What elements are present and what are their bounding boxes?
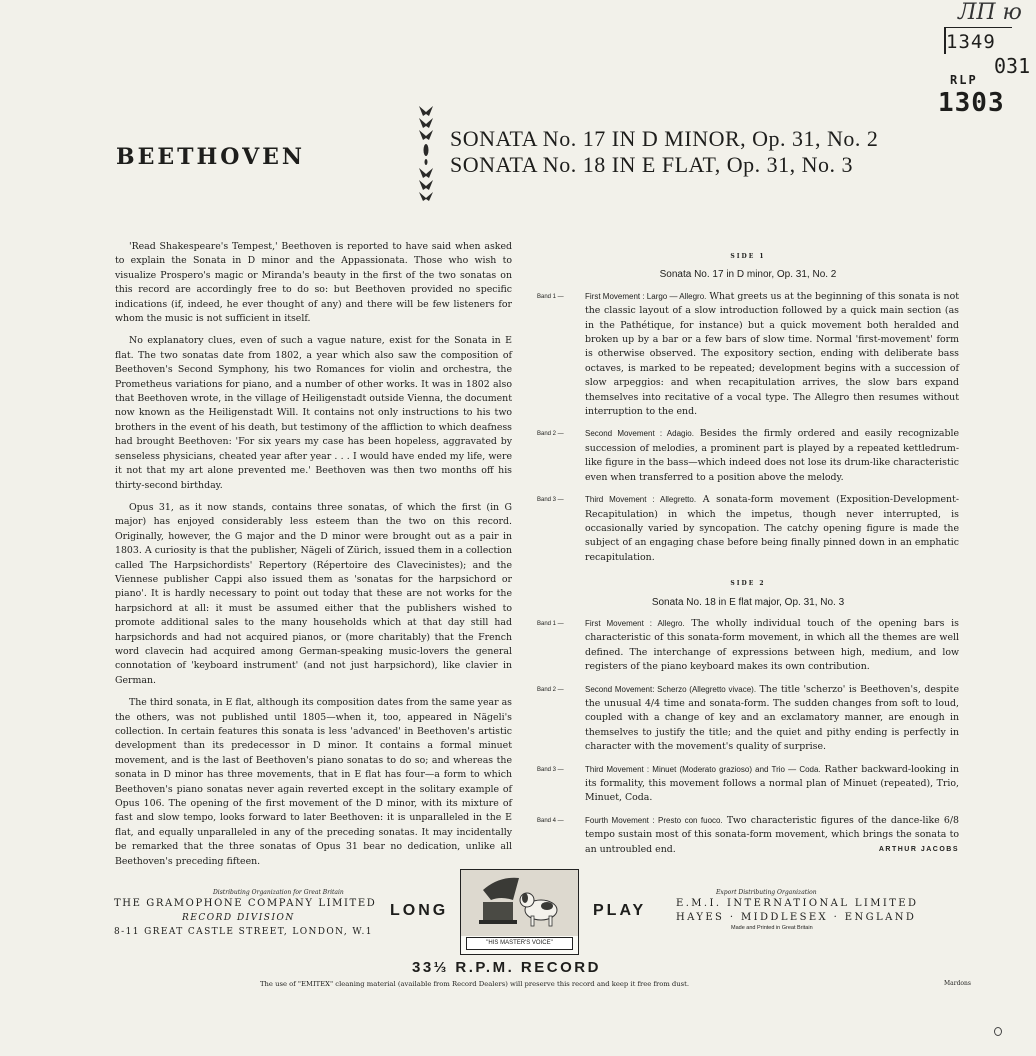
notes-paragraph: No explanatory clues, even of such a vague nature, exist for the Sonata in E flat. The two sonatas date from 1802, a year which also saw the composition of Beethoven's Second Symphony, his two Romances for violin and orchestra, the Prometheus variations for piano, and a number of other works. It was in 1802 also that Beethoven wrote, in the village of Heiligenstadt outside Vienna, the document now known as the Heiligenstadt Will. It contains not only instructions to his two brothers in the event of his death, but testimony of the affliction to which deafness had brought Beethoven: 'For six years my case has been hopeless, aggravated by senseless physicians, cheated year after year . . . I would have ended my life, were it not that my art alone prevented me.' Beethoven was then two months off his thirty-second birthday. <box>115 335 512 491</box>
movement-text: What greets us at the beginning of this sonata is not the classic layout of a slow introduction followed by a quick main section (as in the Pathétique, for instance) but a quick movement both heralded and broken up by a bar or a few bars of slow time. Normal 'first-movement' form is otherwise observed. The expository section, ending with deliberate bass octaves, is marked to be repeated; development begins with a succession of slow arpeggios: and when recapitulation arrives, the slow bars expand themselves into recitative of a vocal type. The Allegro then resumes without interruption to the end. <box>585 290 960 418</box>
catalog-number: 1303 <box>938 88 1005 118</box>
band-entry <box>537 290 959 420</box>
band-number: Band 1 — <box>537 293 564 300</box>
notes-paragraph: 'Read Shakespeare's Tempest,' Beethoven is reported to have said when asked to explain the Sonata in D minor and the Appassionata. Those who wish to visualize Prospero's magic or Miranda's beauty in the first of the two sonatas on this record are accordingly free to do so: but Beethoven provided no specific indications (if, indeed, he ever thought of any) and there will be few listeners for whom the music is not sufficient in itself. <box>115 241 512 325</box>
movement-title: Second Movement: Scherzo (Allegretto vivace). <box>585 684 757 694</box>
emi-address: HAYES · MIDDLESEX · ENGLAND <box>676 912 917 923</box>
handwritten-mark: ЛП ю <box>958 0 1022 25</box>
composer-name: BEETHOVEN <box>116 144 306 170</box>
liner-notes-left <box>115 240 512 877</box>
movement-text: Two characteristic figures of the dance-like 6/8 tempo sustain most of this sonata-form movement, which brings the sonata to an untroubled end. <box>585 814 959 855</box>
movement-title: First Movement : Largo — Allegro. <box>585 291 707 301</box>
logo-tagline: "HIS MASTER'S VOICE" <box>466 937 573 950</box>
side-label: SIDE 1 <box>730 253 766 260</box>
catalog-prefix: RLP <box>950 73 978 87</box>
printed-in-label: Made and Printed in Great Britain <box>731 925 813 931</box>
band-number: Band 4 — <box>537 817 564 824</box>
band-description <box>585 763 959 806</box>
title-sonata-18: SONATA No. 18 IN E FLAT, Op. 31, No. 3 <box>450 152 854 177</box>
catalog-stamp-1349 <box>946 31 996 53</box>
band-description <box>585 290 959 420</box>
side-label: SIDE 2 <box>730 580 766 588</box>
band-description <box>585 493 959 565</box>
band-description <box>585 427 959 485</box>
catalog-stamp-text: 1349 <box>946 31 996 53</box>
movement-text: Rather backward-looking in its formality, this movement follows a normal plan of Minuet (repeated), Trio, Minuet, Coda. <box>585 763 959 804</box>
printer-credit: Mardons <box>944 980 971 987</box>
notes-paragraph: Opus 31, as it now stands, contains three sonatas, of which the first (in G major) has enjoyed considerably less esteem than the two on this record. Originally, however, the G major and the D minor were brought out as a pair in 1803. A curiosity is that the publisher, Nägeli of Zürich, issued them in a collection called The Harpsichordists' Repertory (Répertoire des Clavecinistes); and the Viennese publisher Cappi also issued them as 'sonatas for the harpsichord or piano'. It is hardly necessary to point out today that these are not works for the harpsichord at all: it must be assumed either that the publishers wished to promote additional sales to the many households which at that day still had harpsichords and had not acquired pianos, or (more charitably) that the French word clavecin had acquired among German-speaking music-lovers the general connotation of 'keyboard instrument' (and not just harpsichord), like clavier in German. <box>115 501 512 686</box>
movement-text: A sonata-form movement (Exposition-Development-Recapitulation) in which the impetus, though never interrupted, is occasionally varied by syncopation. The catchy opening figure is made the subject of an engaging chase before being finally pinned down in an emphatic recapitulation. <box>585 494 960 563</box>
company-name: THE GRAMOPHONE COMPANY LIMITED <box>114 898 377 909</box>
dog-gramophone-icon <box>461 870 578 936</box>
band-number: Band 1 — <box>537 620 564 627</box>
ornament-icon <box>417 104 435 202</box>
side2-band-list <box>537 617 959 857</box>
band-entry <box>537 493 959 565</box>
long-label: LONG <box>390 902 449 919</box>
side-heading: Sonata No. 18 in E flat major, Op. 31, No. 3 <box>651 596 845 608</box>
export-distributor-label: Export Distributing Organization <box>716 889 817 896</box>
band-number: Band 2 — <box>537 431 564 438</box>
band-description <box>585 683 959 755</box>
catalog-stamp-031: 031 <box>994 54 1031 78</box>
band-entry <box>537 763 959 806</box>
distributor-label: Distributing Organization for Great Britain <box>213 889 344 896</box>
company-address: 8-11 GREAT CASTLE STREET, LONDON, W.1 <box>114 927 373 937</box>
play-label: PLAY <box>593 902 647 919</box>
care-note: The use of "EMITEX" cleaning material (available from Record Dealers) will preserve this record and keep it free from dust. <box>260 980 690 988</box>
rpm-label: 33⅓ R.P.M. RECORD <box>412 959 601 976</box>
movement-title: First Movement : Allegro. <box>585 618 685 628</box>
side1-band-list <box>537 290 959 565</box>
company-division: RECORD DIVISION <box>182 913 295 923</box>
band-number: Band 2 — <box>537 686 564 693</box>
band-entry <box>537 617 959 675</box>
notes-paragraph: The third sonata, in E flat, although its composition dates from the same year as the others, was not published until 1805—when it, too, appeared in Nägeli's collection. In certain features this sonata is less 'advanced' in Beethoven's artistic development than its predecessor in D minor. It contains a formal minuet movement, and is the last of Beethoven's piano sonatas to do so; and whereas the sonata in D minor has three movements, that in E flat has four—a form to which Beethoven's piano sonatas never again reverted except in the solitary example of Opus 106. The opening of the first movement of the D minor, with its mixture of fast and slow tempo, looks forward to later Beethoven: it is unparalleled in the E flat, and equally unparalleled in any of the preceding sonatas. It may incidentally be remarked that the three sonatas of Opus 31 bear no dedication, unlike all Beethoven's preceding fifteen. <box>115 697 512 867</box>
band-entry <box>537 427 959 485</box>
movement-title: Third Movement : Minuet (Moderato grazioso) and Trio — Coda. <box>585 764 821 774</box>
title-sonata-17: SONATA No. 17 IN D MINOR, Op. 31, No. 2 <box>450 126 879 151</box>
band-number: Band 3 — <box>537 766 564 773</box>
author-signoff: ARTHUR JACOBS <box>878 845 959 853</box>
band-number: Band 3 — <box>537 497 564 504</box>
track-notes-right <box>537 250 959 865</box>
movement-title: Third Movement : Allegretto. <box>585 495 697 505</box>
emi-name: E.M.I. INTERNATIONAL LIMITED <box>676 898 919 909</box>
movement-text: The wholly individual touch of the opening bars is characteristic of this sonata-form movement, in which all the themes are well defined. The interchange of expressions between high, medium, and low registers of the piano keyboard makes its own contribution. <box>585 617 959 673</box>
band-entry <box>537 814 959 857</box>
movement-title: Fourth Movement : Presto con fuoco. <box>585 815 723 825</box>
band-description <box>585 814 959 857</box>
side-heading: Sonata No. 17 in D minor, Op. 31, No. 2 <box>659 269 837 281</box>
movement-text: Besides the firmly ordered and easily recognizable succession of melodies, a prominent part is played by a repeated kettledrum-like figure in the bass—which indeed does not lose its drum-like characteristic even when transferred to a position above the melody. <box>585 428 960 483</box>
band-entry <box>537 683 959 755</box>
band-description <box>585 617 959 675</box>
hole-mark <box>994 1027 1002 1036</box>
movement-title: Second Movement : Adagio. <box>585 429 694 439</box>
movement-text: The title 'scherzo' is Beethoven's, despite the unusual 4/4 time and sonata-form. The sudden changes from soft to loud, coupled with a change of key and an exclamatory manner, are enough in themselves to justify the title; and the quiet and pithy ending is perfectly in character with the movement's quality of surprise. <box>585 683 959 753</box>
